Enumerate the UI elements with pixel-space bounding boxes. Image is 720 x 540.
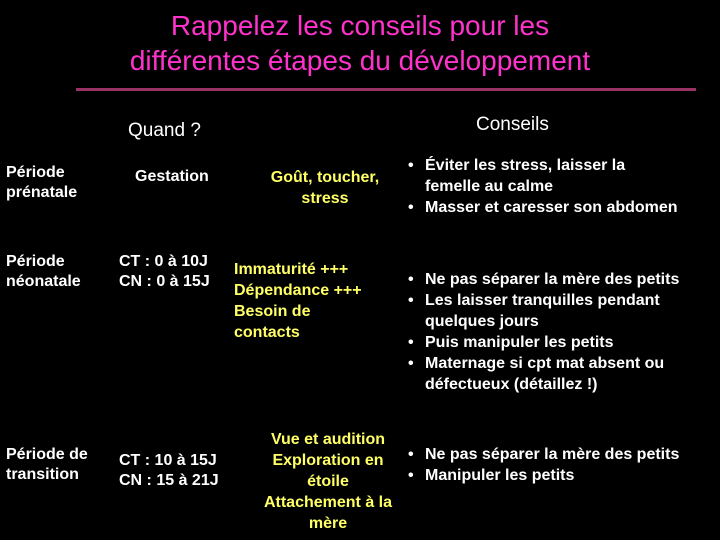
when-line: CT : 0 à 10J <box>119 253 208 270</box>
advice-neonatal <box>405 269 717 395</box>
when-line: CT : 10 à 15J <box>119 452 217 469</box>
development-prenatal <box>255 167 395 209</box>
development-line: mère <box>308 515 348 532</box>
advice-line: quelques jours <box>425 313 539 330</box>
stage-prenatal <box>6 163 77 203</box>
advice-item <box>405 155 717 197</box>
advice-line: • Masser et caresser son abdomen <box>425 199 678 216</box>
advice-item <box>405 465 717 486</box>
development-line: étoile <box>307 473 349 490</box>
development-line: contacts <box>234 324 300 341</box>
development-line: Besoin de <box>234 303 311 320</box>
title-underline <box>76 88 696 91</box>
advice-line: • Ne pas séparer la mère des petits <box>425 271 680 288</box>
stage-line: Période <box>6 164 65 181</box>
stage-line: néonatale <box>6 273 81 290</box>
stage-transition <box>6 445 88 485</box>
development-neonatal <box>234 259 384 343</box>
development-line: Goût, toucher, <box>270 169 380 186</box>
advice-line: femelle au calme <box>425 178 554 195</box>
advice-line: • Puis manipuler les petits <box>425 334 614 351</box>
development-line: Immaturité +++ <box>234 261 349 278</box>
stage-line: transition <box>6 466 79 483</box>
advice-item <box>405 444 717 465</box>
advice-line: • Manipuler les petits <box>425 467 575 484</box>
stage-neonatal <box>6 252 81 292</box>
advice-item <box>405 353 717 395</box>
development-line: Dépendance +++ <box>234 282 362 299</box>
title-line-1: Rappelez les conseils pour les <box>170 10 550 41</box>
when-neonatal <box>119 252 210 292</box>
advice-prenatal <box>405 155 717 218</box>
advice-line: • Éviter les stress, laisser la <box>425 157 626 174</box>
development-line: stress <box>301 190 349 207</box>
advice-item <box>405 332 717 353</box>
when-line: CN : 0 à 15J <box>119 273 210 290</box>
header-conseils: Conseils <box>476 114 549 135</box>
when-line: CN : 15 à 21J <box>119 472 219 489</box>
header-quand: Quand ? <box>128 120 201 141</box>
development-line: Vue et audition <box>270 431 386 448</box>
when-prenatal <box>135 167 209 187</box>
advice-item <box>405 197 717 218</box>
advice-item <box>405 290 717 332</box>
development-line: Attachement à la <box>263 494 393 511</box>
development-line: Exploration en <box>272 452 384 469</box>
stage-line: Période de <box>6 446 88 463</box>
advice-line: • Ne pas séparer la mère des petits <box>425 446 680 463</box>
stage-line: prénatale <box>6 184 78 201</box>
page-title <box>0 8 720 78</box>
advice-line: • Maternage si cpt mat absent ou <box>425 355 665 372</box>
stage-line: Période <box>6 253 65 270</box>
advice-line: défectueux (détaillez !) <box>425 376 598 393</box>
when-line: Gestation <box>135 168 209 185</box>
title-line-2: différentes étapes du développement <box>129 45 591 76</box>
advice-item <box>405 269 717 290</box>
when-transition <box>119 451 219 491</box>
advice-line: • Les laisser tranquilles pendant <box>425 292 660 309</box>
advice-transition <box>405 444 717 486</box>
development-transition <box>246 429 410 534</box>
